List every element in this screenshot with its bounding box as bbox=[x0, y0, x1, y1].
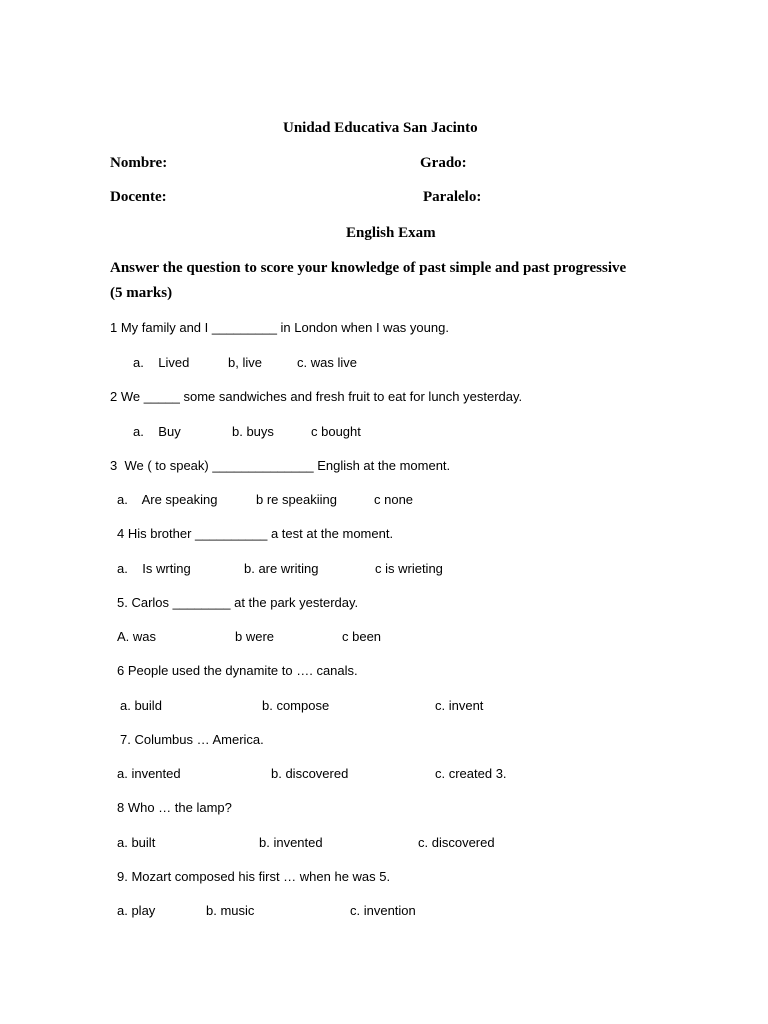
question-5-option-a: A. was bbox=[117, 629, 157, 644]
question-5-text: 5. Carlos ________ at the park yesterday. bbox=[117, 595, 359, 610]
exam-title: English Exam bbox=[346, 225, 436, 241]
question-1-option-c: c. was live bbox=[297, 355, 357, 370]
question-6-text: 6 People used the dynamite to …. canals. bbox=[117, 663, 358, 678]
question-6-option-a: a. build bbox=[120, 698, 162, 713]
question-2-option-b: b. buys bbox=[232, 424, 274, 439]
question-9-option-c: c. invention bbox=[350, 903, 416, 918]
question-1-option-b: b, live bbox=[228, 355, 262, 370]
question-3-text: 3 We ( to speak) ______________ English at the moment. bbox=[110, 458, 451, 473]
question-4-option-c: c is wrieting bbox=[375, 561, 443, 576]
question-3-option-b: b re speakiing bbox=[256, 492, 337, 507]
question-8-text: 8 Who … the lamp? bbox=[117, 800, 232, 815]
question-6-option-b: b. compose bbox=[262, 698, 330, 713]
question-8-option-b: b. invented bbox=[259, 835, 323, 850]
question-8-option-c: c. discovered bbox=[418, 835, 495, 850]
question-3-option-c: c none bbox=[374, 492, 414, 507]
instructions-line-1: Answer the question to score your knowledge of past simple and past progressive bbox=[110, 260, 627, 276]
question-4-option-a: a. Is wrting bbox=[117, 561, 191, 576]
question-7-option-a: a. invented bbox=[117, 766, 181, 781]
question-8-option-a: a. built bbox=[117, 835, 156, 850]
question-7-option-c: c. created 3. bbox=[435, 766, 507, 781]
question-4-text: 4 His brother __________ a test at the moment. bbox=[117, 526, 394, 541]
question-2-option-c: c bought bbox=[311, 424, 361, 439]
nombre-label: Nombre: bbox=[110, 155, 168, 171]
docente-label: Docente: bbox=[110, 189, 167, 205]
grado-label: Grado: bbox=[420, 155, 467, 171]
question-1-text: 1 My family and I _________ in London when I was young. bbox=[110, 320, 449, 335]
question-5-option-b: b were bbox=[235, 629, 275, 644]
question-2-text: 2 We _____ some sandwiches and fresh fruit to eat for lunch yesterday. bbox=[110, 389, 523, 404]
question-9-text: 9. Mozart composed his first … when he was 5. bbox=[117, 869, 391, 884]
question-7-text: 7. Columbus … America. bbox=[120, 732, 264, 747]
instructions-line-2: (5 marks) bbox=[110, 285, 173, 301]
question-9-option-a: a. play bbox=[117, 903, 156, 918]
question-2-option-a: a. Buy bbox=[133, 424, 181, 439]
question-9-option-b: b. music bbox=[206, 903, 255, 918]
question-1-option-a: a. Lived bbox=[133, 355, 190, 370]
school-name: Unidad Educativa San Jacinto bbox=[283, 120, 478, 136]
question-4-option-b: b. are writing bbox=[244, 561, 319, 576]
question-5-option-c: c been bbox=[342, 629, 382, 644]
question-7-option-b: b. discovered bbox=[271, 766, 349, 781]
question-3-option-a: a. Are speaking bbox=[117, 492, 218, 507]
question-6-option-c: c. invent bbox=[435, 698, 484, 713]
paralelo-label: Paralelo: bbox=[423, 189, 482, 205]
